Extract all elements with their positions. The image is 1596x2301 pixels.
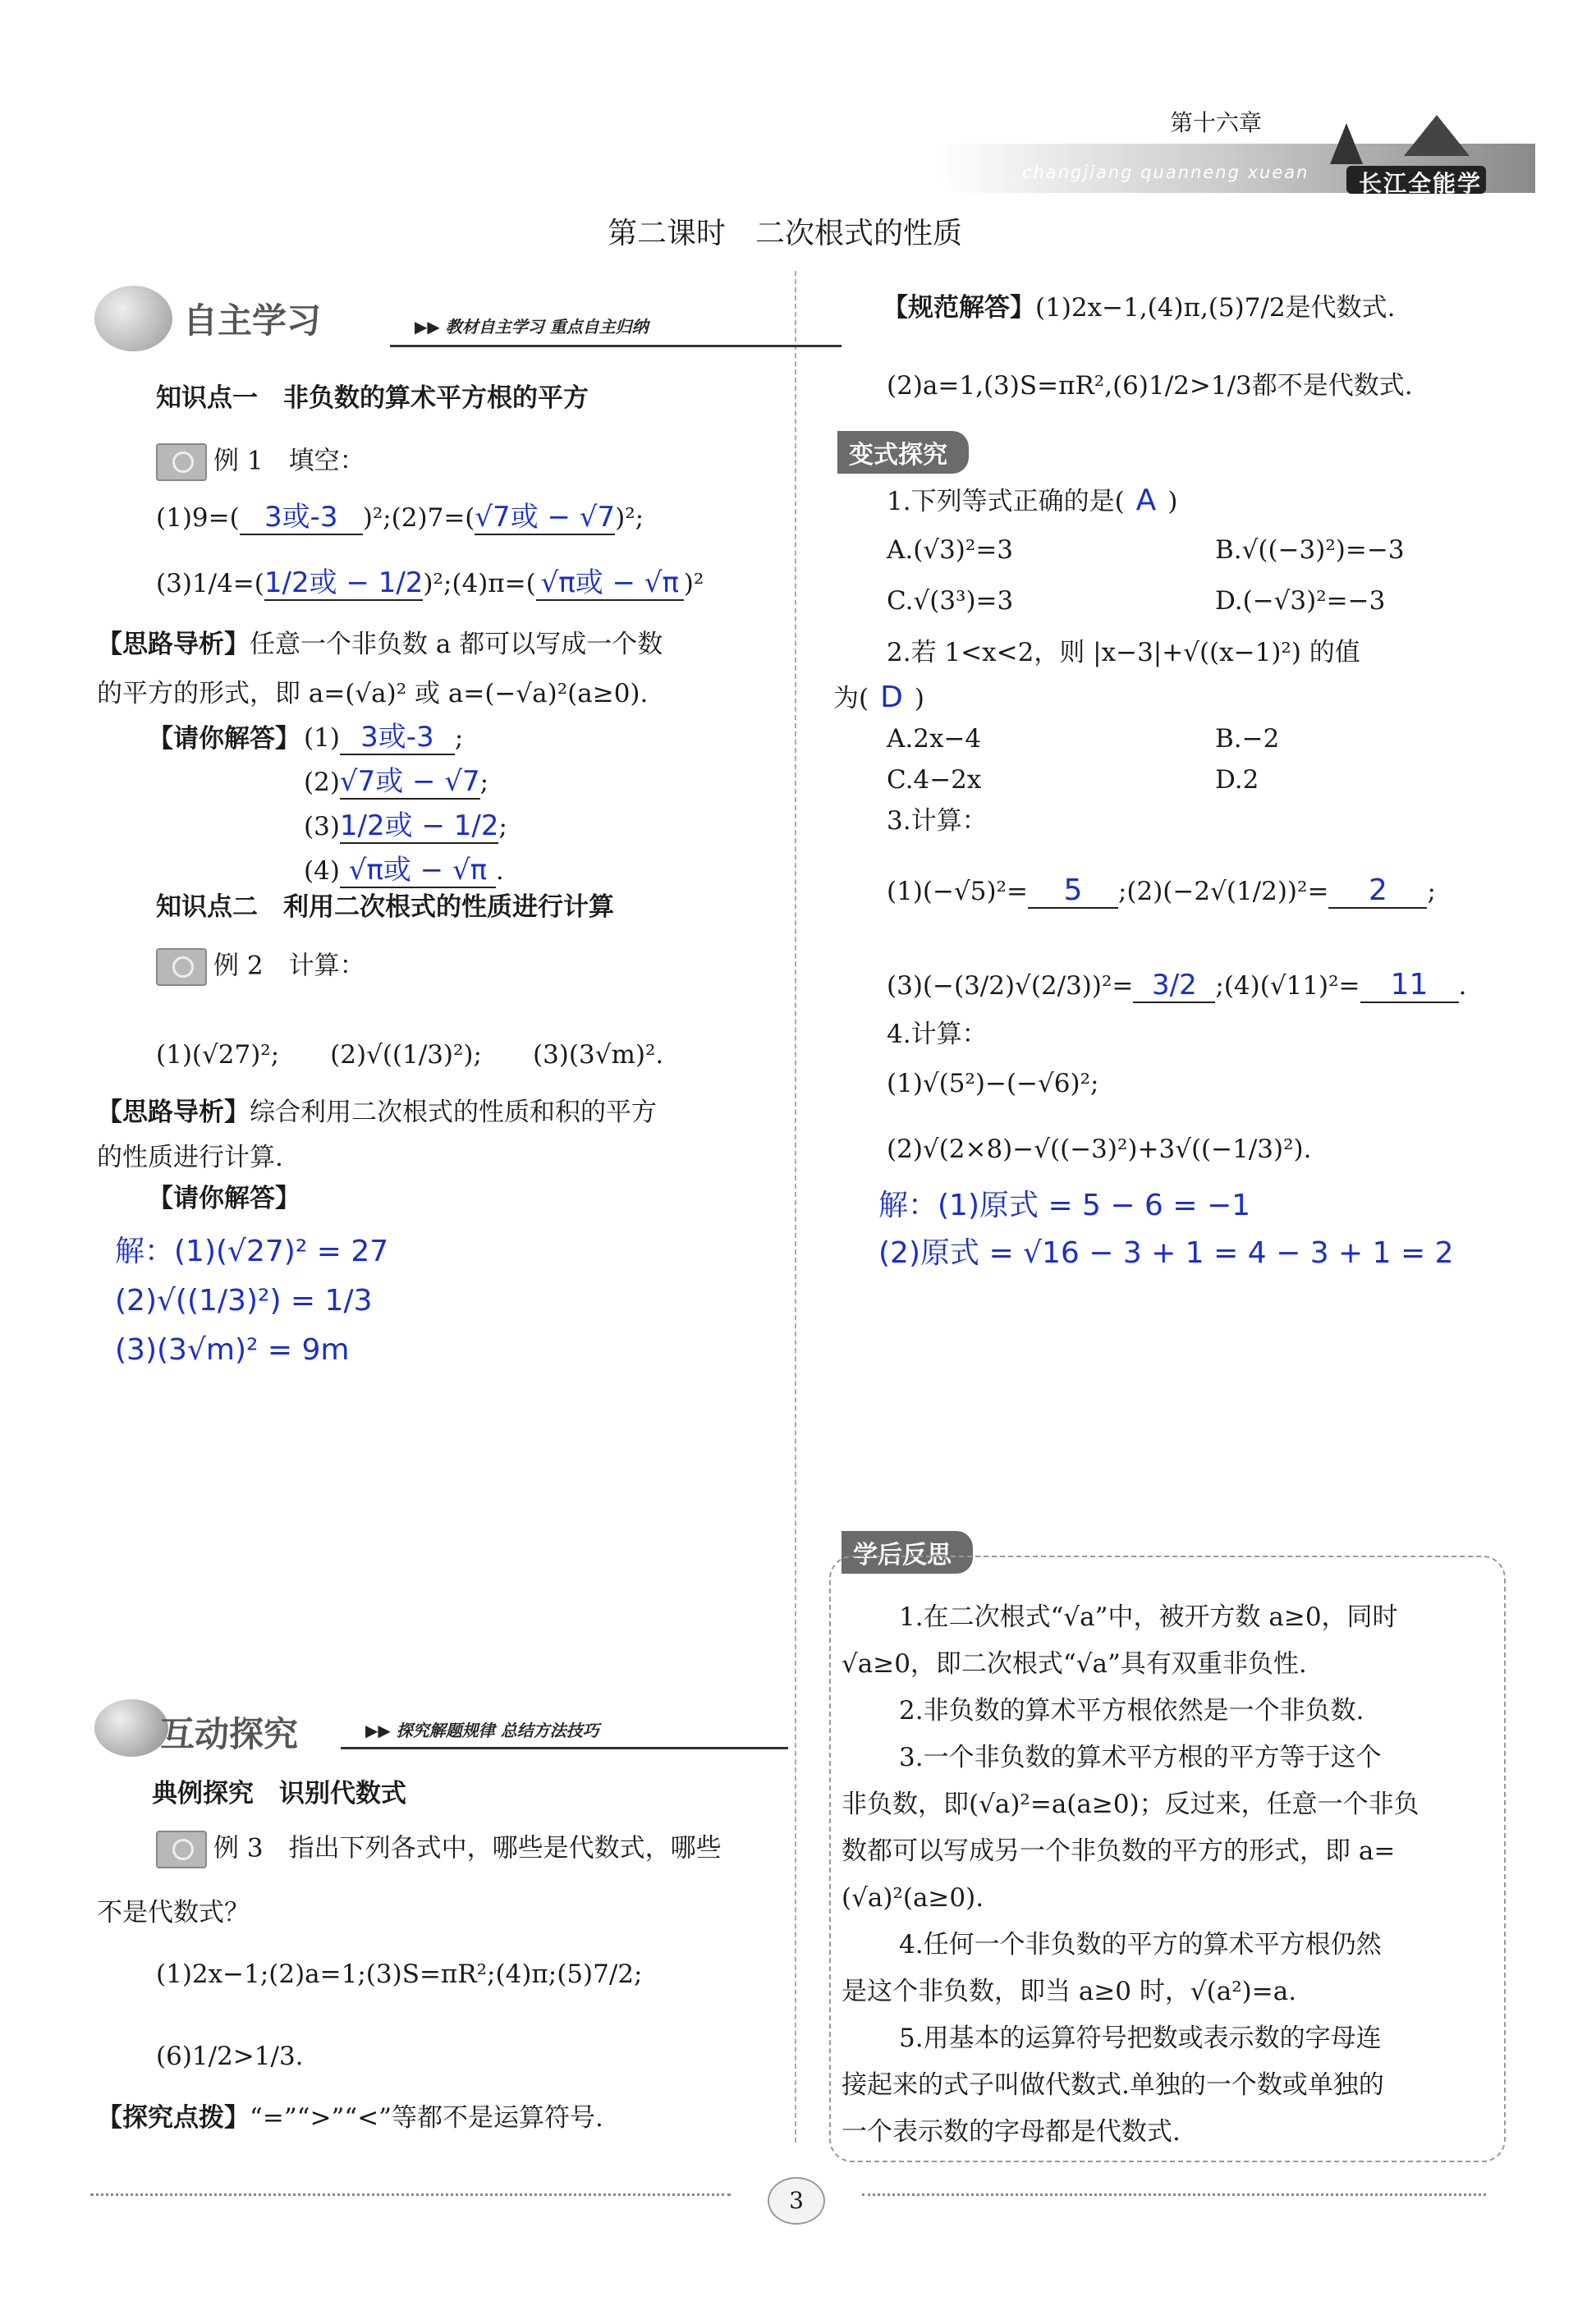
analysis-2-line-2: 的性质进行计算. (97, 1143, 283, 1172)
q2-end: ) (914, 684, 924, 713)
reflection-line-7: (√a)²(a≥0). (842, 1883, 984, 1913)
answer-item-1-end: ; (454, 723, 464, 753)
reflection-line-12: 一个表示数的字母都是代数式. (842, 2117, 1181, 2147)
example-icon (156, 443, 207, 481)
q3-line-2: (3)(−(3/2)√(2/3))²= 3/2 ;(4)(√11)²= 11 . (887, 968, 1467, 1002)
ex1-q2-end: )²; (615, 503, 644, 533)
analysis-2-line-1 (97, 1096, 657, 1129)
reflection-line-6: 数都可以写成另一个非负数的平方的形式，即 a= (842, 1836, 1396, 1866)
reflection-line-5: 非负数，即(√a)²=a(a≥0)；反过来，任意一个非负 (842, 1790, 1419, 1819)
example-3-line-2: 不是代数式？ (97, 1898, 250, 1927)
q3-item-1: (1)(−√5)²= (887, 877, 1028, 906)
answer-item-1 (304, 721, 507, 765)
answer-item-3-num: (3) (304, 812, 340, 841)
analysis-1-line-2: 的平方的形式，即 a=(√a)² 或 a=(−√a)²(a≥0). (97, 679, 649, 708)
footer-rule-left (90, 2193, 731, 2196)
reflection-line-3: 2.非负数的算术平方根依然是一个非负数. (899, 1696, 1364, 1726)
answer-tag-1: 【请你解答】 (148, 724, 300, 754)
question-2-line-2 (833, 681, 924, 715)
interactive-title: 互动探究 (160, 1714, 299, 1754)
ex1-q3-text: (3)1/4=( (156, 569, 264, 598)
reflection-badge: 学后反思 (842, 1531, 973, 1574)
page-number: 3 (768, 2177, 825, 2225)
question-2-line-1: 2.若 1<x<2，则 |x−3|+√((x−1)²) 的值 (887, 638, 1360, 667)
example-icon (156, 948, 207, 986)
self-study-subtitle: ▶▶ 教材自主学习 重点自主归纳 (415, 317, 649, 337)
q3-line-1: (1)(−√5)²= 5 ;(2)(−2√(1/2))²= 2 ; (887, 873, 1436, 907)
ex1-q1-text: (1)9=( (156, 503, 240, 533)
banner-rule (390, 345, 842, 347)
q3-answer-1: 5 (1028, 874, 1118, 909)
column-divider (795, 271, 796, 2143)
ex1-answer-4: √π或 − √π (536, 566, 684, 601)
ex2-solution-line-3: (3)(3√m)² = 9m (115, 1333, 350, 1367)
analysis-2-text: 综合利用二次根式的性质和积的平方 (250, 1098, 657, 1127)
variant-badge: 变式探究 (837, 431, 969, 474)
q3-answer-3: 3/2 (1133, 969, 1215, 1003)
answer-item-3-value: 1/2或 − 1/2 (339, 809, 499, 842)
question-4: 4.计算： (887, 1020, 988, 1049)
example-1-line-2 (156, 566, 704, 601)
footer-rule-right (862, 2193, 1486, 2196)
knowledge-point-2: 知识点二 利用二次根式的性质进行计算 (156, 892, 614, 922)
standard-answer-tag: 【规范解答】 (883, 293, 1035, 323)
reflection-text (842, 1601, 1490, 2162)
example-3-line-4: (6)1/2>1/3. (156, 2042, 304, 2071)
interactive-banner (94, 1691, 751, 1773)
example-2-heading (156, 948, 365, 986)
standard-answer-text-1: (1)2x−1,(4)π,(5)7/2是代数式. (1035, 293, 1396, 323)
self-study-title: 自主学习 (183, 300, 322, 341)
ex2-solution-line-1: 解：(1)(√27)² = 27 (115, 1235, 389, 1268)
analysis-1-line-1 (97, 628, 663, 661)
q3-item-4: ;(4)(√11)²= (1215, 971, 1360, 1001)
interactive-subtitle: ▶▶ 探究解题规律 总结方法技巧 (365, 1721, 599, 1740)
reflection-line-11: 接起来的式子叫做代数式.单独的一个数或单独的 (842, 2070, 1384, 2100)
reflection-line-2: √a≥0，即二次根式“√a”具有双重非负性. (842, 1649, 1307, 1679)
brand-logo (1314, 107, 1502, 230)
answer-item-4-end: . (495, 856, 504, 886)
ex1-answer-2: √7或 − √7 (475, 501, 616, 534)
explore-hint-tag: 【探究点拨】 (97, 2103, 250, 2133)
ex1-answer-1: 3或-3 (240, 501, 363, 535)
example-3-text: 指出下列各式中，哪些是代数式，哪些 (288, 1833, 722, 1863)
answer-item-4-value: √π或 − √π (340, 854, 496, 888)
analysis-2-tag: 【思路导析】 (97, 1098, 250, 1127)
answer-item-2-value: √7或 − √7 (339, 765, 480, 798)
q2-option-d: D.2 (1215, 765, 1259, 795)
chapter-label: 第十六章 (1170, 109, 1263, 136)
ex1-q2-text: )²;(2)7=( (362, 503, 475, 533)
example-2-solution (115, 1227, 388, 1375)
question-1 (887, 484, 1177, 518)
answer-item-3 (304, 809, 507, 854)
interactive-heading: 典例探究 识别代数式 (152, 1779, 406, 1808)
example-2-label: 例 2 (213, 951, 264, 981)
answer-item-2 (304, 765, 507, 809)
analysis-1-tag: 【思路导析】 (97, 630, 250, 659)
q3-answer-4: 11 (1360, 969, 1459, 1003)
q4-solution-line-2: (2)原式 = √16 − 3 + 1 = 4 − 3 + 1 = 2 (878, 1236, 1454, 1270)
q1-option-c: C.√(3³)=3 (887, 586, 1014, 616)
analysis-1-text: 任意一个非负数 a 都可以写成一个数 (250, 630, 663, 659)
answer-item-2-end: ; (479, 768, 489, 797)
reflection-line-4: 3.一个非负数的算术平方根的平方等于这个 (899, 1743, 1382, 1772)
q4-solution (878, 1182, 1454, 1277)
ex1-q4-end: )² (683, 569, 704, 598)
answer-item-1-num: (1) (304, 723, 340, 753)
knowledge-point-1: 知识点一 非负数的算术平方根的平方 (156, 383, 589, 413)
q3-answer-2: 2 (1328, 874, 1427, 909)
q3-item-3: (3)(−(3/2)√(2/3))²= (887, 971, 1134, 1001)
q2-text: 为( (833, 684, 869, 713)
q1-option-b: B.√((−3)²)=−3 (1215, 535, 1405, 565)
ex2-solution-line-2: (2)√((1/3)²) = 1/3 (115, 1284, 373, 1318)
example-3-line-1 (156, 1831, 722, 1868)
example-2-items: (1)(√27)²; (2)√((1/3)²); (3)(3√m)². (156, 1040, 664, 1070)
q1-option-a: A.(√3)²=3 (887, 535, 1014, 565)
q1-end: ) (1167, 487, 1178, 516)
reflection-line-1: 1.在二次根式“√a”中，被开方数 a≥0，同时 (899, 1602, 1398, 1632)
answer-tag-2: 【请你解答】 (148, 1184, 300, 1213)
answer-list-1 (304, 721, 507, 898)
ex1-answer-3: 1/2或 − 1/2 (264, 566, 424, 599)
example-3-label: 例 3 (213, 1833, 264, 1863)
page-title: 第二课时 二次根式的性质 (608, 217, 963, 250)
answer-item-1-value: 3或-3 (340, 721, 455, 755)
reflection-line-9: 是这个非负数，即当 a≥0 时，√(a²)=a. (842, 1977, 1297, 2006)
reflection-line-10: 5.用基本的运算符号把数或表示数的字母连 (899, 2024, 1382, 2053)
brand-pinyin: changjiang quanneng xuean (1022, 163, 1309, 182)
q2-answer: D (880, 681, 903, 714)
q4-solution-line-1: 解：(1)原式 = 5 − 6 = −1 (878, 1189, 1251, 1222)
ex1-q4-text: )²;(4)π=( (423, 569, 536, 598)
q2-option-a: A.2x−4 (887, 724, 982, 754)
brand-logo-text: 长江全能学案 (1359, 170, 1483, 230)
q1-answer: A (1135, 484, 1157, 517)
planet-icon (94, 1699, 168, 1757)
globe-icon (94, 286, 172, 351)
example-icon (156, 1831, 207, 1868)
example-1-heading (156, 443, 365, 481)
example-1-line-1 (156, 501, 644, 535)
answer-item-4-num: (4) (304, 856, 340, 886)
explore-hint (97, 2102, 603, 2134)
explore-hint-text: “=”“>”“<”等都不是运算符号. (250, 2103, 603, 2133)
example-1-prompt: 填空： (288, 446, 365, 476)
q2-option-c: C.4−2x (887, 765, 982, 795)
answer-item-2-num: (2) (304, 768, 340, 797)
example-3-line-3: (1)2x−1;(2)a=1;(3)S=πR²;(4)π;(5)7/2; (156, 1960, 643, 1989)
example-2-prompt: 计算： (288, 951, 365, 981)
self-study-banner (94, 271, 751, 361)
q1-text: 1.下列等式正确的是( (887, 487, 1125, 516)
example-1-label: 例 1 (213, 446, 264, 476)
question-3: 3.计算： (887, 806, 988, 836)
q3-item-2: ;(2)(−2√(1/2))²= (1117, 877, 1329, 906)
reflection-line-8: 4.任何一个非负数的平方的算术平方根仍然 (899, 1930, 1382, 1960)
q1-option-d: D.(−√3)²=−3 (1215, 586, 1386, 616)
banner-rule (341, 1747, 788, 1749)
standard-answer-line-2: (2)a=1,(3)S=πR²,(6)1/2>1/3都不是代数式. (887, 371, 1413, 401)
answer-item-3-end: ; (498, 812, 507, 841)
q4-line-1: (1)√(5²)−(−√6)²; (887, 1069, 1099, 1098)
standard-answer-line-1 (883, 291, 1395, 324)
q4-line-2: (2)√(2×8)−√((−3)²)+3√((−1/3)²). (887, 1134, 1312, 1164)
q2-option-b: B.−2 (1215, 724, 1280, 754)
